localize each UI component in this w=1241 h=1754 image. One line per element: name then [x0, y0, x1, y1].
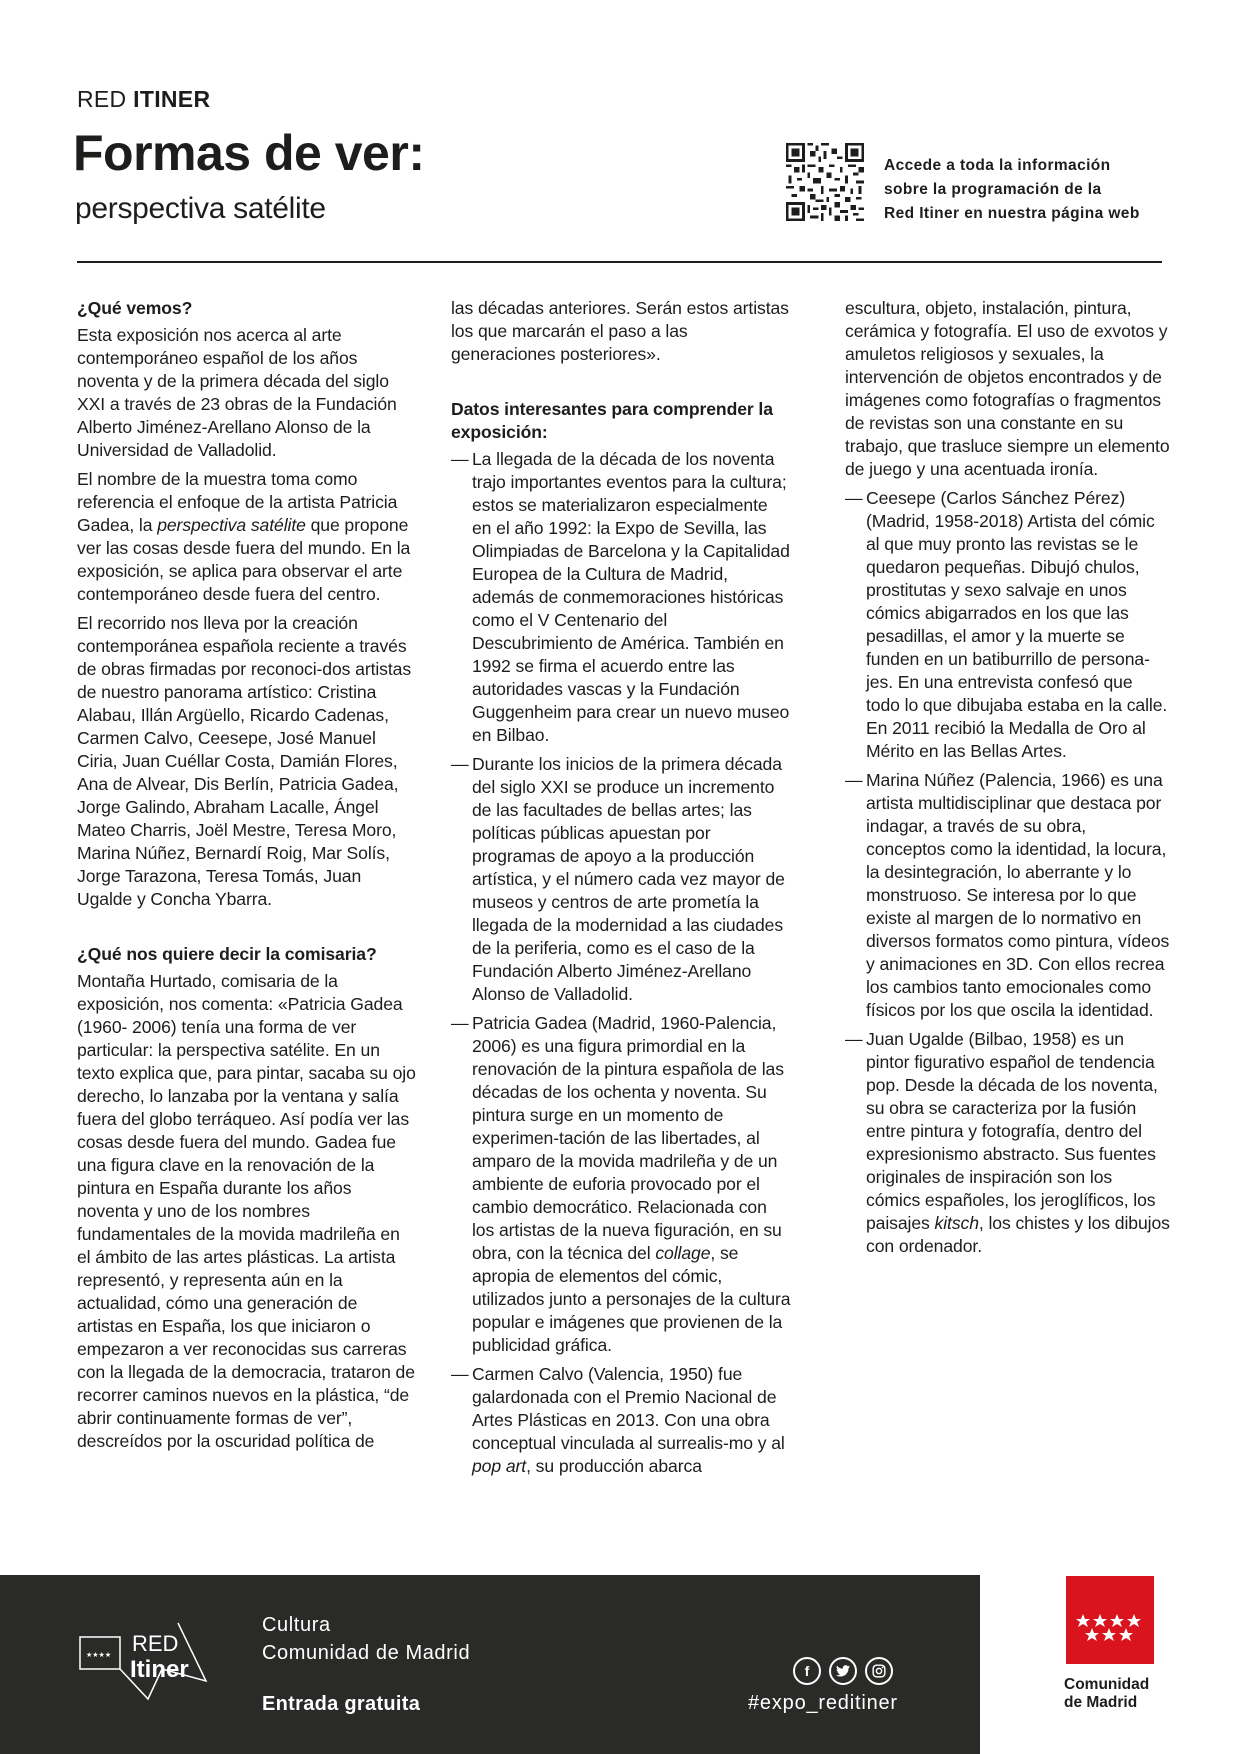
column-2: [451, 297, 791, 1484]
paragraph: escultura, objeto, instalación, pintura, cerámica y fotografía. El uso de exvotos y amuletos religiosos y sexuales, la intervención de objetos encontrados y de imágenes como fotografías o fragmentos de revistas son una constante en su trabajo, que trasluce siempre un elemento de juego y una acentuada ironía.: [845, 298, 1170, 479]
list-item: — Juan Ugalde (Bilbao, 1958) es un pintor figurativo español de tendencia pop. Desde la década de los noventa, su obra se caracteriza por la fusión entre pintura y fotografía, dentro del expresionismo abstracto. Sus fuentes originales de inspiración son los cómics españoles, los jeroglíficos, los paisajes kitsch, los chistes y los dibujos con ordenador.: [845, 1029, 1170, 1256]
qr-code-icon[interactable]: [786, 143, 864, 221]
list-item: — La llegada de la década de los noventa trajo importantes eventos para la cultura; estos se materializaron especialmente en el año 1992: la Expo de Sevilla, las Olimpiadas de Barcelona y la Capitalidad Europea de la Cultura de Madrid, además de conmemoraciones históricas como el V Centenario del Descubrimiento de América. También en 1992 se firma el acuerdo entre las autoridades vascas y la Fundación Guggenheim para crear un nuevo museo en Bilbao.: [451, 449, 790, 745]
hashtag: #expo_reditiner: [748, 1692, 898, 1714]
list-item: — Patricia Gadea (Madrid, 1960-Palencia, 2006) es una figura primordial en la renovación de la pintura española de las décadas de los ochenta y noventa. Su pintura surge en un momento de experimen-tación de las libertades, al amparo de la movida madrileña y de un ambiente de euforia provocado por el cambio democrático. Relacionada con los artistas de la nueva figuración, en su obra, con la técnica del collage, se apropia de elementos del cómic, utilizados junto a personajes de la cultura popular e imágenes que provienen de la publicidad gráfica.: [451, 1013, 791, 1355]
paragraph: El recorrido nos lleva por la creación contemporánea española reciente a través de obras firmadas por reconoci-dos artistas de nuestro panorama artístico: Cristina Alabau, Illán Argüello, Ricardo Cadenas, Carmen Calvo, Ceesepe, José Manuel Ciria, Juan Cuéllar Costa, Damián Flores, Ana de Alvear, Dis Berlín, Patricia Gadea, Jorge Galindo, Abraham Lacalle, Ángel Mateo Charris, Joël Mestre, Teresa Moro, Marina Núñez, Bernardí Roig, Mar Solís, Jorge Tarazona, Teresa Tomás, Juan Ugalde y Concha Ybarra.: [77, 613, 412, 909]
social-links: [793, 1657, 893, 1685]
paragraph: El nombre de la muestra toma como referencia el enfoque de la artista Patricia Gadea, la perspectiva satélite que propone ver las cosas desde fuera del mundo. En la exposición, se aplica para observar el arte contemporáneo desde fuera del centro.: [77, 469, 411, 604]
brand-itiner: ITINER: [133, 86, 211, 112]
twitter-icon[interactable]: [829, 1657, 857, 1685]
list-item: — Durante los inicios de la primera década del siglo XXI se produce un incremento de las facultades de bellas artes; las políticas públicas apuestan por programas de apoyo a la producción artística, y el número cada vez mayor de museos y centros de arte prometía la llegada de la modernidad a las ciudades de la periferia, como es el caso de la Fundación Alberto Jiménez-Arellano Alonso de Valladolid.: [451, 754, 785, 1004]
page-title: Formas de ver:: [73, 125, 425, 181]
paragraph: las décadas anteriores. Serán estos artistas los que marcarán el paso a las generaciones posteriores».: [451, 298, 789, 364]
paragraph: Montaña Hurtado, comisaria de la exposición, nos comenta: «Patricia Gadea (1960- 2006) tenía una forma de ver particular: la perspectiva satélite. En un texto explica que, para pintar, sacaba su ojo derecho, lo lanzaba por la ventana y salía fuera del globo terráqueo. Así podía ver las cosas desde fuera del mundo. Gadea fue una figura clave en la renovación de la pintura en España durante los años noventa y uno de los nombres fundamentales de la movida madrileña en el ámbito de las artes plásticas. La artista representó, y representa aún en la actualidad, cómo una generación de artistas en España, los que iniciaron o empezaron a ver reconocidas sus carreras con la llegada de la democracia, trataron de recorrer caminos nuevos en la plástica, “de abrir continuamente formas de ver”, descreídos por la oscuridad política de: [77, 971, 416, 1451]
comunidad-madrid-wordmark: Comunidad de Madrid: [1064, 1676, 1150, 1711]
instagram-icon[interactable]: [865, 1657, 893, 1685]
svg-text:RED: RED: [132, 1631, 179, 1656]
brand-red-itiner: [77, 86, 210, 113]
header-divider: [77, 261, 1162, 263]
column-1: [77, 297, 417, 1459]
footer-entrada: Entrada gratuita: [262, 1693, 421, 1715]
list-item: — Carmen Calvo (Valencia, 1950) fue galardonada con el Premio Nacional de Artes Plásticas en 2013. Con una obra conceptual vinculada al surrealis-mo y al pop art, su producción abarca: [451, 1364, 785, 1476]
page-subtitle: perspectiva satélite: [75, 192, 326, 225]
footer-org: [262, 1611, 470, 1667]
section-heading-que-vemos: ¿Qué vemos?: [77, 298, 193, 318]
comunidad-madrid-flag-logo: [1066, 1576, 1154, 1664]
brand-red: RED: [77, 86, 127, 112]
qr-caption: Accede a toda la información sobre la programación de la Red Itiner en nuestra página web: [884, 157, 1140, 222]
facebook-icon[interactable]: f: [793, 1657, 821, 1685]
list-item: — Ceesepe (Carlos Sánchez Pérez) (Madrid, 1958-2018) Artista del cómic al que muy pronto las revistas se le quedaron pequeñas. Dibujó chulos, prostitutas y sexo salvaje en unos cómics abigarrados en los que las pesadillas, el amor y la muerte se funden en un batiburrillo de persona-jes. En una entrevista confesó que todo lo que dibujaba estaba en la calle. En 2011 recibió la Medalla de Oro al Mérito en las Bellas Artes.: [845, 488, 1168, 761]
column-3: [845, 297, 1170, 1264]
footer-bar: [0, 1575, 980, 1754]
footer-comunidad: Comunidad de Madrid: [262, 1642, 471, 1664]
svg-text:Itiner: Itiner: [130, 1656, 189, 1683]
section-heading-datos: Datos interesantes para comprender la exposición:: [451, 399, 773, 442]
list-item: — Marina Núñez (Palencia, 1966) es una artista multidisciplinar que destaca por indagar, a través de su obra, conceptos como la identidad, la locura, la desintegración, lo aberrante y lo monstruoso. Se interesa por lo que existe al margen de lo normativo en diversos formatos como pintura, vídeos y animaciones en 3D. Con ellos recrea los cambios tanto emocionales como físicos por los que oscila la identidad.: [845, 770, 1170, 1020]
section-heading-comisaria: ¿Qué nos quiere decir la comisaria?: [77, 944, 377, 964]
paragraph: Esta exposición nos acerca al arte contemporáneo español de los años noventa y de la primera década del siglo XXI a través de 23 obras de la Fundación Alberto Jiménez-Arellano Alonso de la Universidad de Valladolid.: [77, 325, 397, 460]
footer-cultura: Cultura: [262, 1614, 331, 1636]
svg-text:★★★★: ★★★★: [86, 1651, 112, 1659]
red-itiner-logo: [78, 1621, 218, 1701]
